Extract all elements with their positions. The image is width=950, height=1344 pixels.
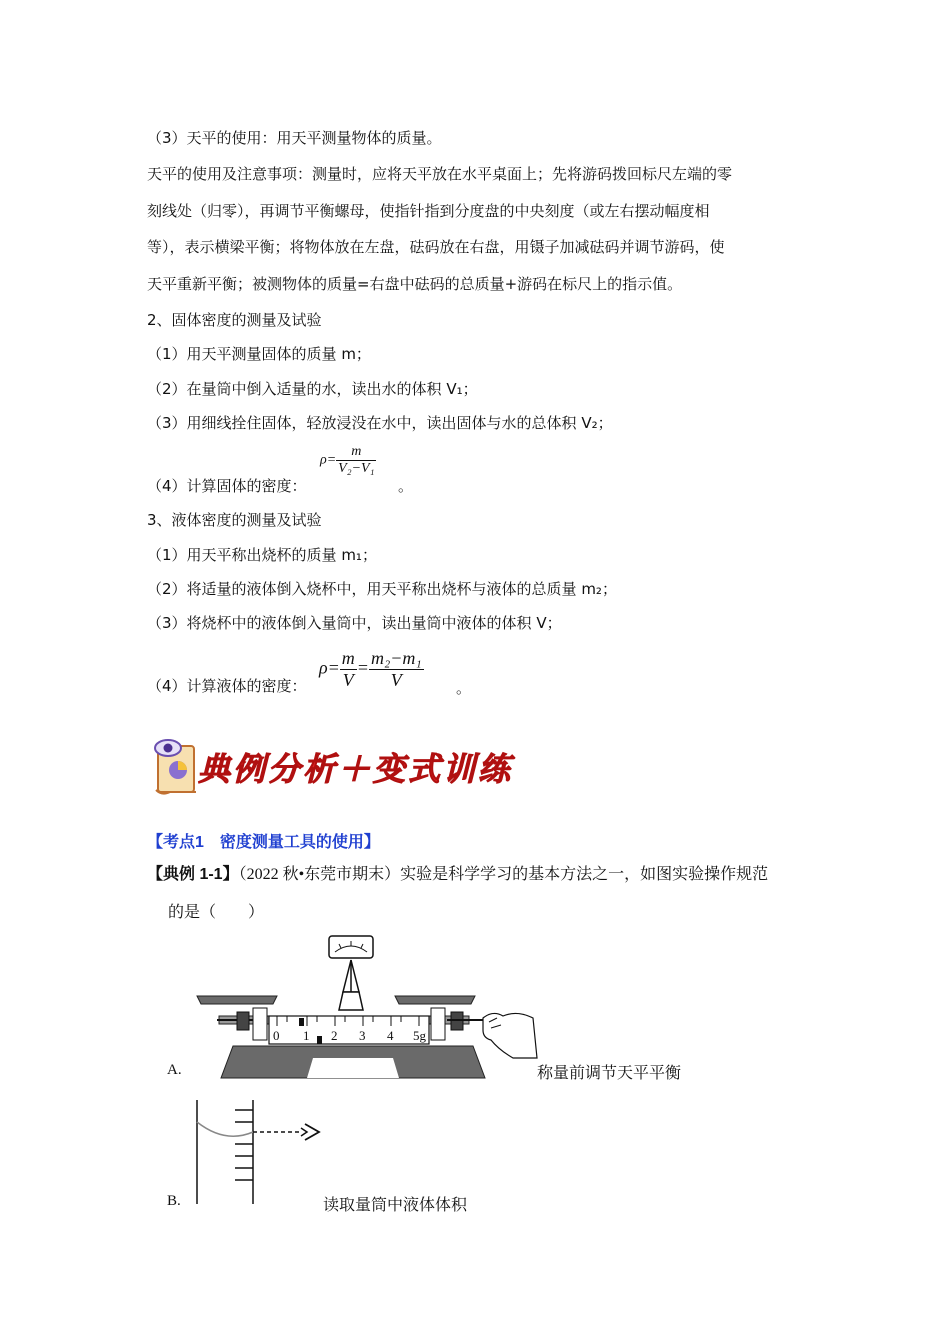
topic-heading: 【考点1 密度测量工具的使用】	[147, 834, 380, 851]
formula-numerator: m	[336, 444, 376, 461]
example-text-cont: 的是（ ）	[168, 904, 265, 921]
text-line: 刻线处（归零），再调节平衡螺母，使指针指到分度盘的中央刻度（或左右摆动幅度相	[147, 202, 710, 220]
solid-density-formula	[320, 444, 376, 477]
section-heading: 3、液体密度的测量及试验	[147, 511, 322, 529]
tick-label: 2	[331, 1028, 338, 1043]
text-line: （4）计算液体的密度：	[147, 677, 307, 695]
tick-label: 0	[273, 1028, 280, 1043]
formula-denominator: V	[342, 670, 354, 690]
text-line: 天平重新平衡；被测物体的质量=右盘中砝码的总质量+游码在标尺上的指示值。	[147, 275, 683, 293]
text-line: （1）用天平称出烧杯的质量 m₁；	[147, 546, 377, 564]
liquid-density-formula	[319, 648, 424, 691]
banner-title: 典例分析＋变式训练	[198, 750, 514, 788]
section-banner	[148, 732, 548, 798]
example-text: （2022 秋•东莞市期末）实验是科学学习的基本方法之一，如图实验操作规范	[238, 866, 769, 883]
text-line: （3）天平的使用：用天平测量物体的质量。	[147, 129, 442, 147]
tick-label: 5g	[413, 1028, 426, 1043]
text-line: （3）将烧杯中的液体倒入量筒中，读出量筒中液体的体积 V；	[147, 614, 562, 632]
cylinder-diagram	[193, 1098, 333, 1208]
period: 。	[398, 477, 414, 495]
eye-icon	[301, 1124, 319, 1140]
text-line: （1）用天平测量固体的质量 m；	[147, 345, 371, 363]
formula-fraction	[340, 648, 357, 691]
text-line: （2）将适量的液体倒入烧杯中，用天平称出烧杯与液体的总质量 m₂；	[147, 580, 617, 598]
formula-fraction	[336, 444, 376, 477]
formula-equals: =	[356, 657, 369, 678]
example-tag: 【典例 1-1】	[147, 866, 239, 883]
formula-numerator: m₂−m₁	[370, 648, 422, 668]
text-line: 天平的使用及注意事项：测量时，应将天平放在水平桌面上；先将游码拨回标尺左端的零	[147, 165, 733, 183]
tick-label: 3	[359, 1028, 366, 1043]
tick-label: 1	[303, 1028, 310, 1043]
example-question	[147, 865, 768, 885]
formula-numerator: m	[341, 648, 355, 668]
formula-fraction	[369, 648, 424, 691]
section-heading: 2、固体密度的测量及试验	[147, 311, 322, 329]
balance-diagram	[193, 932, 538, 1082]
text-line: 等），表示横梁平衡；将物体放在左盘，砝码放在右盘，用镊子加减砝码并调节游码，使	[147, 238, 725, 256]
text-line: （2）在量筒中倒入适量的水，读出水的体积 V₁；	[147, 380, 478, 398]
option-a-caption: 称量前调节天平平衡	[537, 1065, 682, 1082]
tick-label: 4	[387, 1028, 394, 1043]
formula-lhs: ρ=	[319, 657, 340, 678]
text-line: （4）计算固体的密度：	[147, 477, 307, 495]
formula-denominator: V₂−V₁	[338, 461, 375, 476]
text-line: （3）用细线拴住固体，轻放浸没在水中，读出固体与水的总体积 V₂；	[147, 414, 613, 432]
period: 。	[456, 679, 472, 697]
formula-lhs: ρ=	[320, 452, 337, 468]
option-b-caption: 读取量筒中液体体积	[323, 1197, 468, 1214]
option-a-label: A.	[167, 1062, 182, 1078]
option-b-label: B.	[167, 1193, 181, 1209]
formula-denominator: V	[390, 670, 402, 690]
